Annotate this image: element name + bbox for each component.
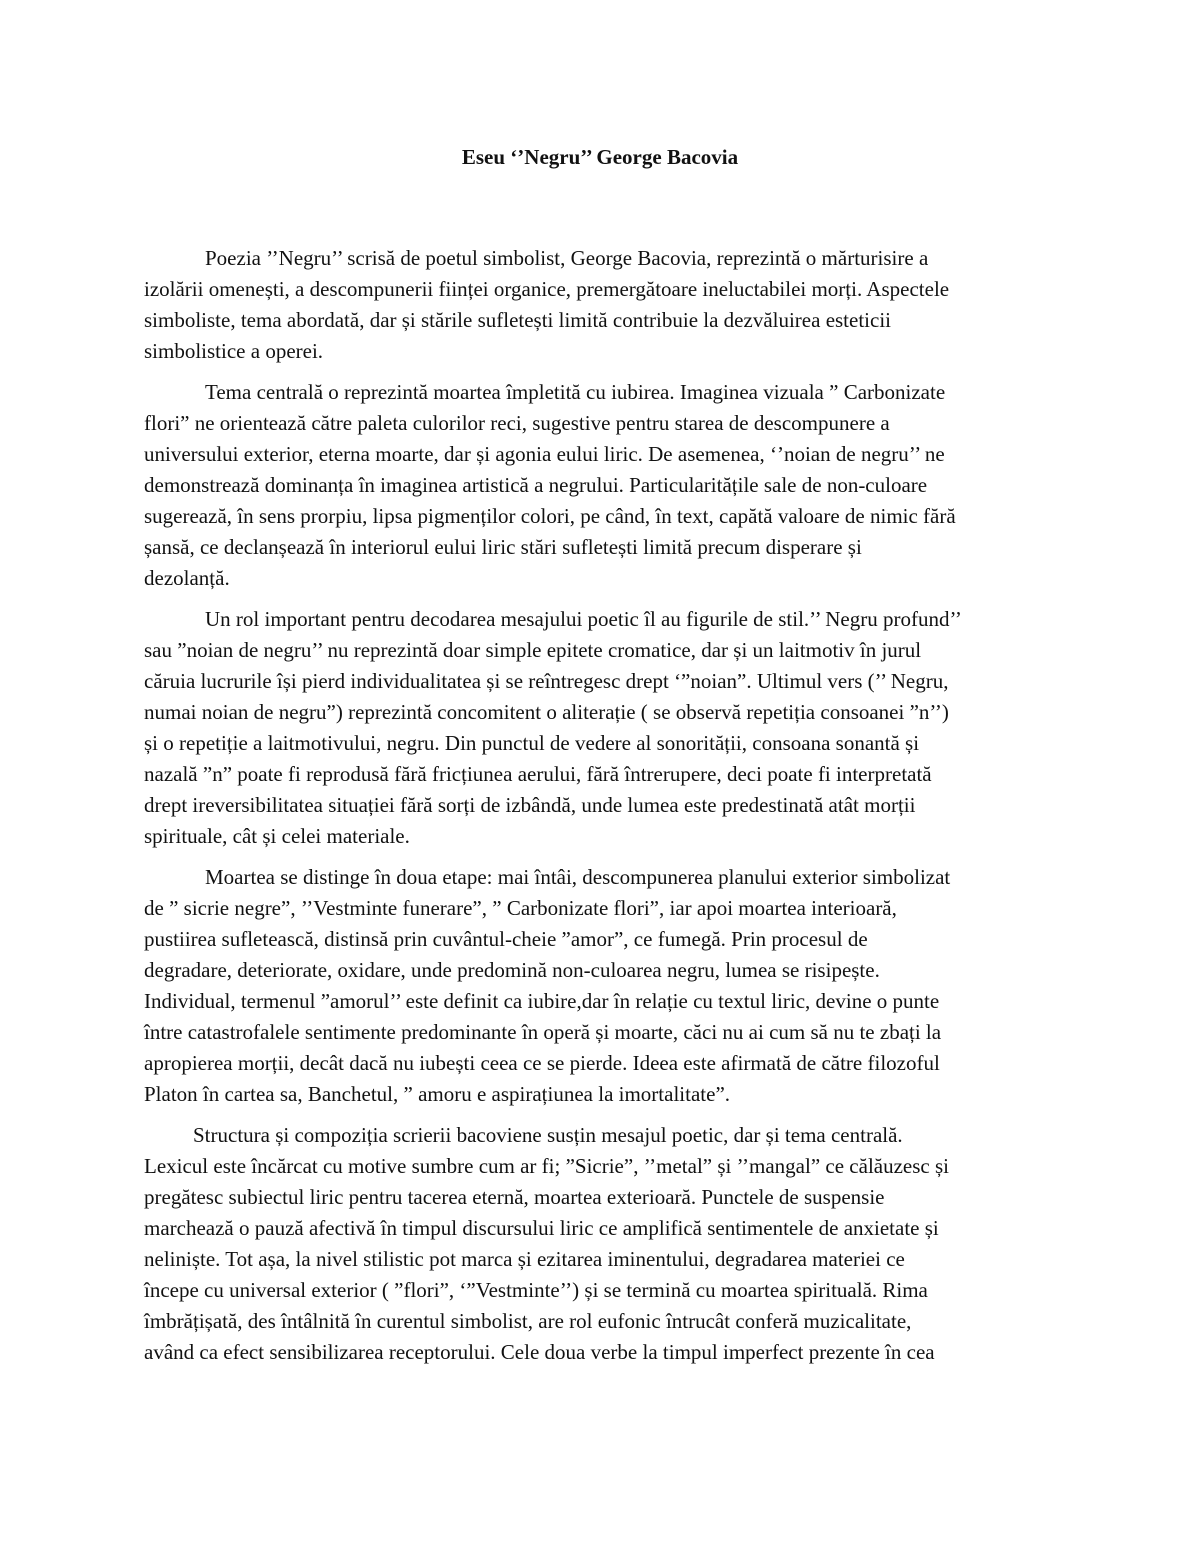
paragraph-line: universului exterior, eterna moarte, dar și agonia eului liric. De asemenea, ‘’noian de negru’’ ne [144,442,945,466]
paragraph-line: Structura și compoziția scrierii bacoviene susțin mesajul poetic, dar și tema centrală. [193,1123,903,1147]
paragraph-line: spirituale, cât și celei materiale. [144,824,410,848]
paragraph-line: nazală ”n” poate fi reprodusă fără fricțiunea aerului, fără întrerupere, deci poate fi interpretată [144,762,932,786]
paragraph-line: sau ”noian de negru’’ nu reprezintă doar simple epitete cromatice, dar și un laitmotiv în jurul [144,638,922,662]
paragraph-line: de ” sicrie negre”, ’’Vestminte funerare”, ” Carbonizate flori”, iar apoi moartea interioară, [144,896,897,920]
paragraph-4 [144,862,1062,1110]
paragraph-line: începe cu universal exterior ( ”flori”, ‘”Vestminte’’) și se termină cu moartea spirituală. Rima [144,1278,928,1302]
paragraph-2 [144,377,1062,594]
paragraph-line: Platon în cartea sa, Banchetul, ” amoru e aspirațiunea la imortalitate”. [144,1082,731,1106]
paragraph-line: Moartea se distinge în doua etape: mai întâi, descompunerea planului exterior simbolizat [205,865,951,889]
paragraph-line: pustiirea sufletească, distinsă prin cuvântul-cheie ”amor”, ce fumegă. Prin procesul de [144,927,868,951]
paragraph-line: demonstrează dominanța în imaginea artistică a negrului. Particularitățile sale de non-culoare [144,473,928,497]
paragraph-line: căruia lucrurile își pierd individualitatea și se reîntregesc drept ‘”noian”. Ultimul vers (’’ Negru, [144,669,949,693]
paragraph-line: marchează o pauză afectivă în timpul discursului liric ce amplifică sentimentele de anxietate și [144,1216,939,1240]
paragraph-line: sugerează, în sens prorpiu, lipsa pigmenților colori, pe când, în text, capătă valoare de nimic fără [144,504,956,528]
document-title: Eseu ‘’Negru’’ George Bacovia [461,145,739,169]
paragraph-line: Tema centrală o reprezintă moartea împletită cu iubirea. Imaginea vizuala ” Carbonizate [205,380,946,404]
paragraph-line: și o repetiție a laitmotivului, negru. Din punctul de vedere al sonorității, consoana sonantă și [144,731,920,755]
paragraph-line: numai noian de negru”) reprezintă concomitent o aliterație ( se observă repetiția consoanei ”n’’) [144,700,949,724]
paragraph-line: izolării omenești, a descompunerii ființei organice, premergătoare ineluctabilei morți. Aspectele [144,277,950,301]
paragraph-line: îmbrățișată, des întâlnită în curentul simbolist, are rol eufonic întrucât conferă muzicalitate, [144,1309,912,1333]
paragraph-line: simboliste, tema abordată, dar și stările sufletești limită contribuie la dezvăluirea esteticii [144,308,891,332]
paragraph-line: Un rol important pentru decodarea mesajului poetic îl au figurile de stil.’’ Negru profund’’ [205,607,962,631]
paragraph-line: având ca efect sensibilizarea receptorului. Cele doua verbe la timpul imperfect prezente în cea [144,1340,935,1364]
paragraph-line: drept ireversibilitatea situației fără sorți de izbândă, unde lumea este predestinată atât morții [144,793,916,817]
paragraph-line: Lexicul este încărcat cu motive sumbre cum ar fi; ”Sicrie”, ’’metal” și ’’mangal” ce călăuzesc și [144,1154,949,1178]
paragraph-line: șansă, ce declanșează în interiorul eului liric stări sufletești limită precum disperare și [144,535,862,559]
paragraph-line: flori” ne orientează către paleta culorilor reci, sugestive pentru starea de descompunere a [144,411,890,435]
paragraph-line: Individual, termenul ”amorul’’ este definit ca iubire,dar în relație cu textul liric, devine o punte [144,989,940,1013]
paragraph-line: între catastrofalele sentimente predominante în operă și moarte, căci nu ai cum să nu te zbați la [144,1020,942,1044]
paragraph-3 [144,604,1062,852]
paragraph-1 [144,243,1062,367]
paragraph-line: Poezia ’’Negru’’ scrisă de poetul simbolist, George Bacovia, reprezintă o mărturisire a [205,246,929,270]
paragraph-line: neliniște. Tot așa, la nivel stilistic pot marca și ezitarea iminentului, degradarea materiei ce [144,1247,905,1271]
paragraph-line: pregătesc subiectul liric pentru tacerea eternă, moartea exterioară. Punctele de suspensie [144,1185,885,1209]
paragraph-line: degradare, deteriorate, oxidare, unde predomină non-culoarea negru, lumea se risipește. [144,958,880,982]
paragraph-line: apropierea morții, decât dacă nu iubești ceea ce se pierde. Ideea este afirmată de către filozoful [144,1051,940,1075]
paragraph-line: simbolistice a operei. [144,339,324,363]
paragraph-line: dezolanță. [144,566,230,590]
paragraph-5 [144,1120,1062,1368]
document-body [144,243,1062,1378]
